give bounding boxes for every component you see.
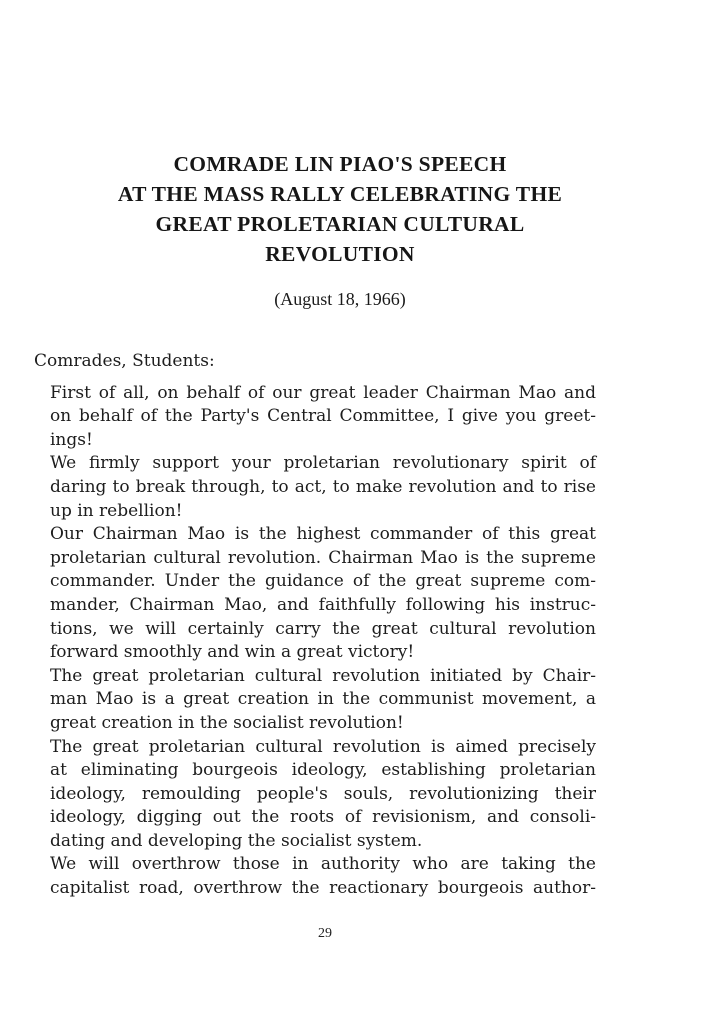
text-line: at eliminating bourgeois ideology, establishing proletarian — [50, 760, 596, 781]
paragraph — [34, 736, 596, 854]
text-line: First of all, on behalf of our great leader Chairman Mao and — [50, 382, 596, 403]
text-line: The great proletarian cultural revolution initiated by Chair- — [50, 665, 596, 686]
title-line: GREAT PROLETARIAN CULTURAL — [155, 212, 525, 236]
text-line: man Mao is a great creation in the communist movement, a — [50, 689, 596, 710]
text-line: commander. Under the guidance of the great supreme com- — [50, 571, 596, 592]
text-line: capitalist road, overthrow the reactionary bourgeois author- — [50, 878, 596, 899]
paragraph — [34, 523, 596, 665]
paragraph — [34, 853, 596, 900]
text-line: We will overthrow those in authority who are taking the — [50, 854, 596, 875]
title-line: AT THE MASS RALLY CELEBRATING THE — [117, 182, 563, 206]
paragraph — [34, 382, 596, 453]
text-line: up in rebellion! — [50, 500, 183, 521]
title-line: REVOLUTION — [265, 242, 415, 266]
text-line: We firmly support your proletarian revolutionary spirit of — [50, 453, 596, 474]
text-line: ideology, digging out the roots of revisionism, and consoli- — [50, 807, 596, 828]
text-line: forward smoothly and win a great victory! — [50, 642, 415, 663]
text-line: daring to break through, to act, to make revolution and to rise — [50, 476, 596, 497]
text-line: Our Chairman Mao is the highest commander of this great — [50, 524, 596, 545]
text-line: dating and developing the socialist system. — [50, 830, 423, 851]
text-line: great creation in the socialist revolution! — [50, 712, 404, 733]
text-line: ings! — [50, 429, 93, 450]
speech-title — [20, 149, 660, 269]
speech-body — [34, 350, 596, 901]
speech-date: (August 18, 1966) — [274, 289, 406, 309]
paragraph — [34, 665, 596, 736]
salutation: Comrades, Students: — [34, 351, 215, 371]
text-line: proletarian cultural revolution. Chairman Mao is the supreme — [50, 547, 596, 568]
page-number: 29 — [318, 926, 332, 941]
text-line: tions, we will certainly carry the great cultural revolution — [50, 618, 596, 639]
title-line: COMRADE LIN PIAO'S SPEECH — [173, 152, 507, 176]
text-line: The great proletarian cultural revolution is aimed precisely — [50, 736, 596, 757]
text-line: on behalf of the Party's Central Committee, I give you greet- — [50, 406, 596, 427]
text-line: mander, Chairman Mao, and faithfully following his instruc- — [50, 594, 596, 615]
text-line: ideology, remoulding people's souls, revolutionizing their — [50, 783, 596, 804]
paragraph — [34, 452, 596, 523]
